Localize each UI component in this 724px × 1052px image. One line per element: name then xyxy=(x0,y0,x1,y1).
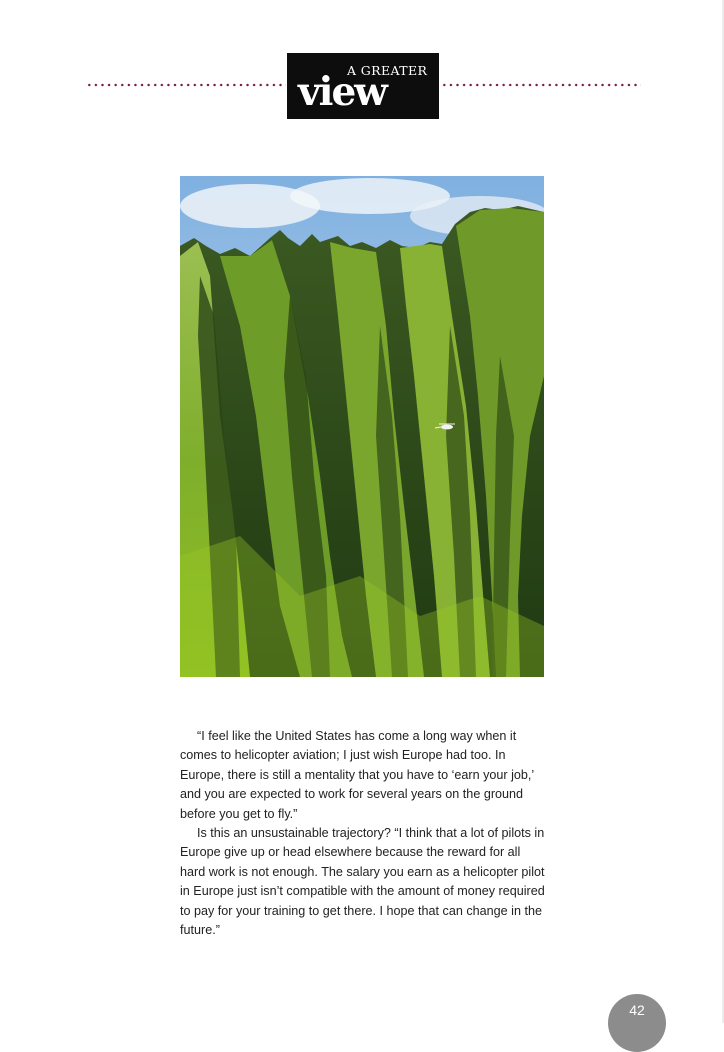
header-dotted-rule-right xyxy=(441,83,641,87)
article-body xyxy=(180,727,546,940)
logo-main-text: view xyxy=(298,69,386,115)
logo-top-text: A GREATER xyxy=(347,63,428,78)
header-dotted-rule-left xyxy=(86,83,286,87)
section-logo xyxy=(287,53,439,119)
article-paragraph-1: “I feel like the United States has come a long way when it comes to helicopter aviation; I just wish Europe had too. In Europe, there is still a mentality that you have to ‘earn your job,’ and you are expected to work for several years on the ground before you get to fly.” xyxy=(180,729,534,821)
article-paragraph-2: Is this an unsustainable trajectory? “I think that a lot of pilots in Europe give up or head elsewhere because the reward for all hard work is not enough. The salary you earn as a helicopter pilot in Europe just isn’t compatible with the amount of money required to pay for your training to get there. I hope that can change in the future.” xyxy=(180,826,545,938)
page-number: 42 xyxy=(629,1002,645,1018)
mountain-photo xyxy=(180,176,544,677)
